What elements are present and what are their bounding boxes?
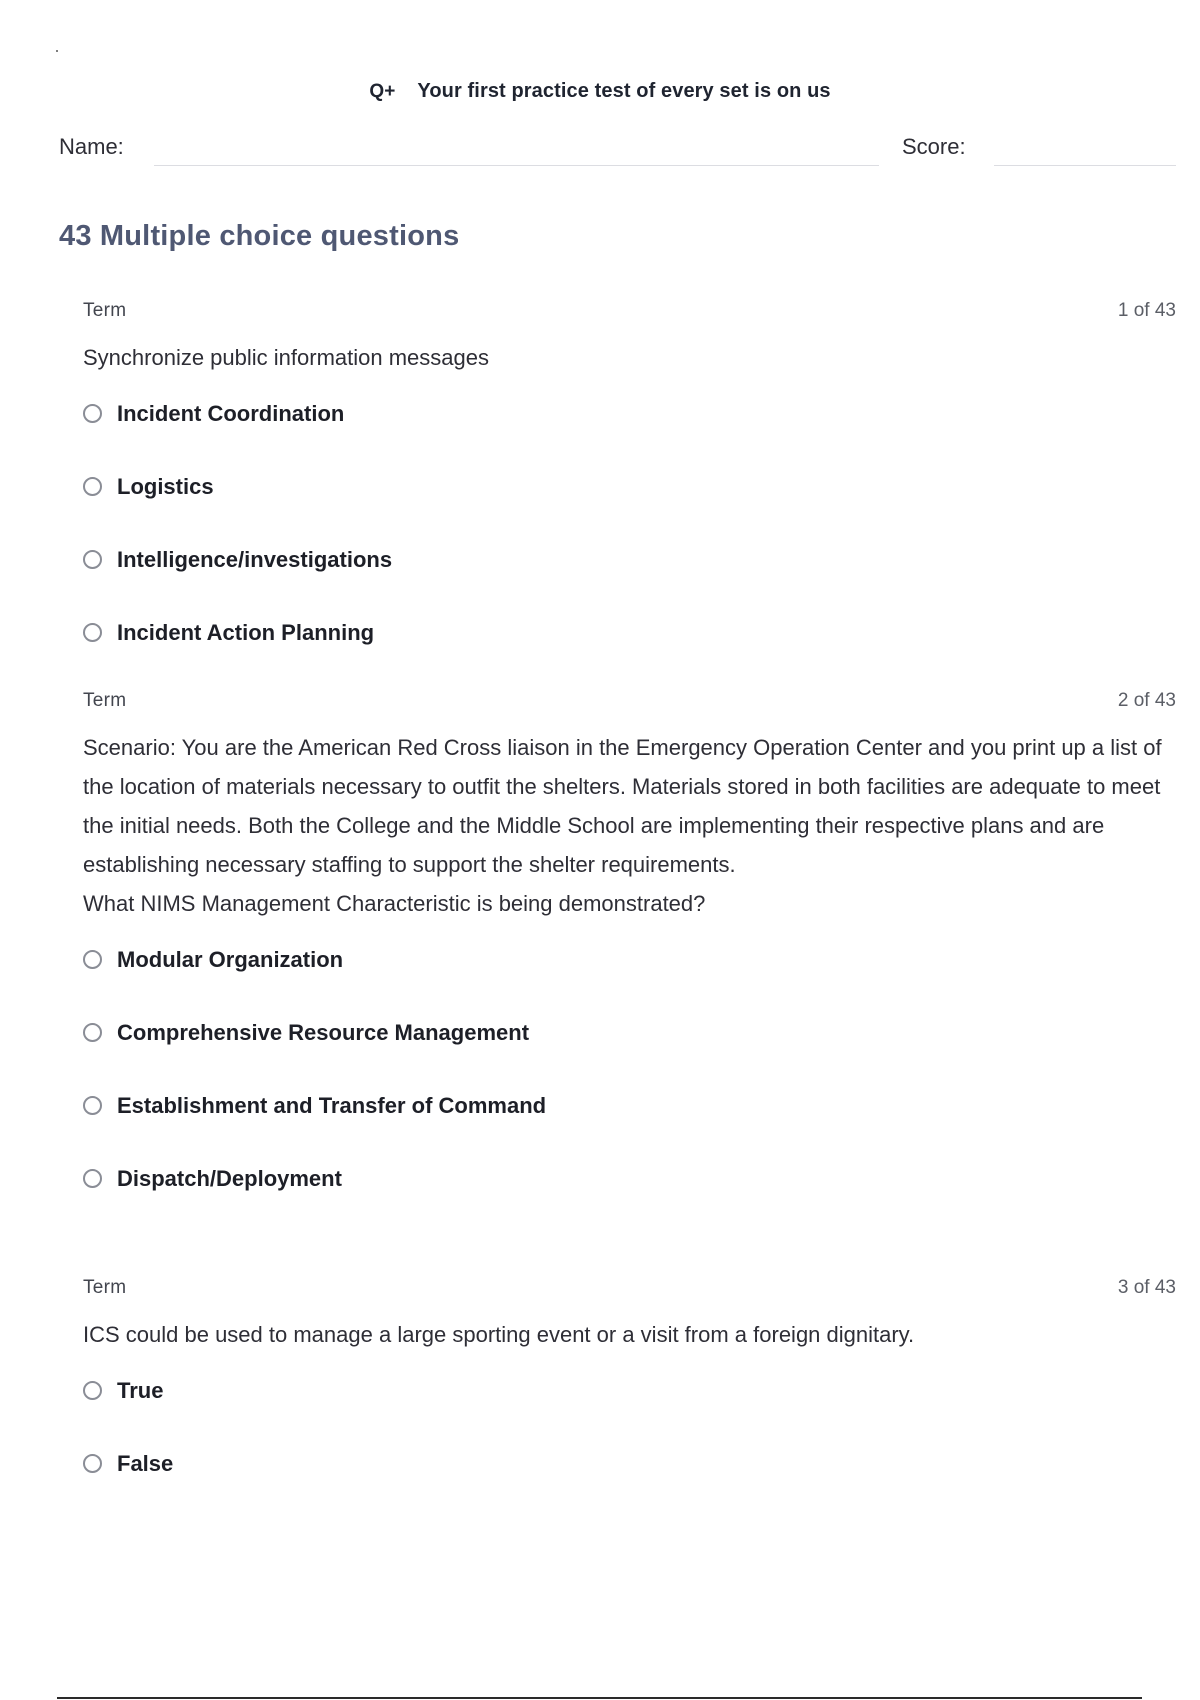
question-1 xyxy=(83,300,1176,669)
answer-option-label: Comprehensive Resource Management xyxy=(117,1019,530,1045)
radio-circle-icon[interactable] xyxy=(83,1096,102,1115)
question-term-label: Term xyxy=(83,690,127,711)
answer-option[interactable] xyxy=(83,1354,1176,1427)
answer-option[interactable] xyxy=(83,450,1176,523)
answer-option-label: Logistics xyxy=(117,473,214,499)
radio-circle-icon[interactable] xyxy=(83,550,102,569)
radio-circle-icon[interactable] xyxy=(83,1454,102,1473)
score-field[interactable] xyxy=(994,165,1176,166)
answer-option-label: Modular Organization xyxy=(117,946,344,972)
answer-option-label: Incident Coordination xyxy=(117,400,345,426)
name-score-row xyxy=(59,132,1176,168)
score-label: Score: xyxy=(902,134,966,159)
radio-circle-icon[interactable] xyxy=(83,1023,102,1042)
answer-option-label: Establishment and Transfer of Command xyxy=(117,1092,547,1118)
question-prompt: ICS could be used to manage a large sporting event or a visit from a foreign dignitary. xyxy=(83,1322,915,1347)
answer-options xyxy=(83,1354,1176,1500)
question-term-label: Term xyxy=(83,1277,127,1298)
radio-circle-icon[interactable] xyxy=(83,1169,102,1188)
answer-option[interactable] xyxy=(83,923,1176,996)
answer-options xyxy=(83,923,1176,1215)
name-label: Name: xyxy=(59,134,124,159)
question-prompt: Scenario: You are the American Red Cross liaison in the Emergency Operation Center and you print up a list of the location of materials necessary to outfit the shelters. Materials stored in both facilities are adequate to meet the initial needs. Both the College and the Middle School are implementing their respective plans and are establishing necessary staffing to support the shelter requirements. What NIMS Management Characteristic is being demonstrated? xyxy=(83,735,1162,916)
promo-text: Your first practice test of every set is on us xyxy=(417,80,831,102)
radio-circle-icon[interactable] xyxy=(83,950,102,969)
answer-option[interactable] xyxy=(83,1427,1176,1500)
question-2 xyxy=(83,690,1176,1215)
question-prompt: Synchronize public information messages xyxy=(83,345,489,370)
question-term-label: Term xyxy=(83,300,127,321)
answer-option[interactable] xyxy=(83,596,1176,669)
question-counter: 3 of 43 xyxy=(1117,1277,1176,1298)
question-3 xyxy=(83,1277,1176,1500)
answer-option[interactable] xyxy=(83,996,1176,1069)
radio-circle-icon[interactable] xyxy=(83,1381,102,1400)
radio-circle-icon[interactable] xyxy=(83,477,102,496)
promo-banner[interactable] xyxy=(0,80,1200,103)
question-counter: 2 of 43 xyxy=(1117,690,1176,711)
answer-option-label: False xyxy=(117,1450,174,1476)
answer-option-label: True xyxy=(117,1377,164,1403)
question-counter: 1 of 43 xyxy=(1117,300,1176,321)
answer-options xyxy=(83,377,1176,669)
answer-option[interactable] xyxy=(83,377,1176,450)
bottom-divider xyxy=(57,1697,1142,1699)
answer-option[interactable] xyxy=(83,523,1176,596)
answer-option[interactable] xyxy=(83,1142,1176,1215)
q-plus-icon: Q+ xyxy=(369,81,396,102)
section-title: 43 Multiple choice questions xyxy=(59,220,460,252)
stray-dot xyxy=(56,50,58,52)
name-field[interactable] xyxy=(154,165,879,166)
answer-option-label: Intelligence/investigations xyxy=(117,546,393,572)
radio-circle-icon[interactable] xyxy=(83,623,102,642)
answer-option-label: Incident Action Planning xyxy=(117,619,375,645)
answer-option-label: Dispatch/Deployment xyxy=(117,1165,342,1191)
answer-option[interactable] xyxy=(83,1069,1176,1142)
radio-circle-icon[interactable] xyxy=(83,404,102,423)
